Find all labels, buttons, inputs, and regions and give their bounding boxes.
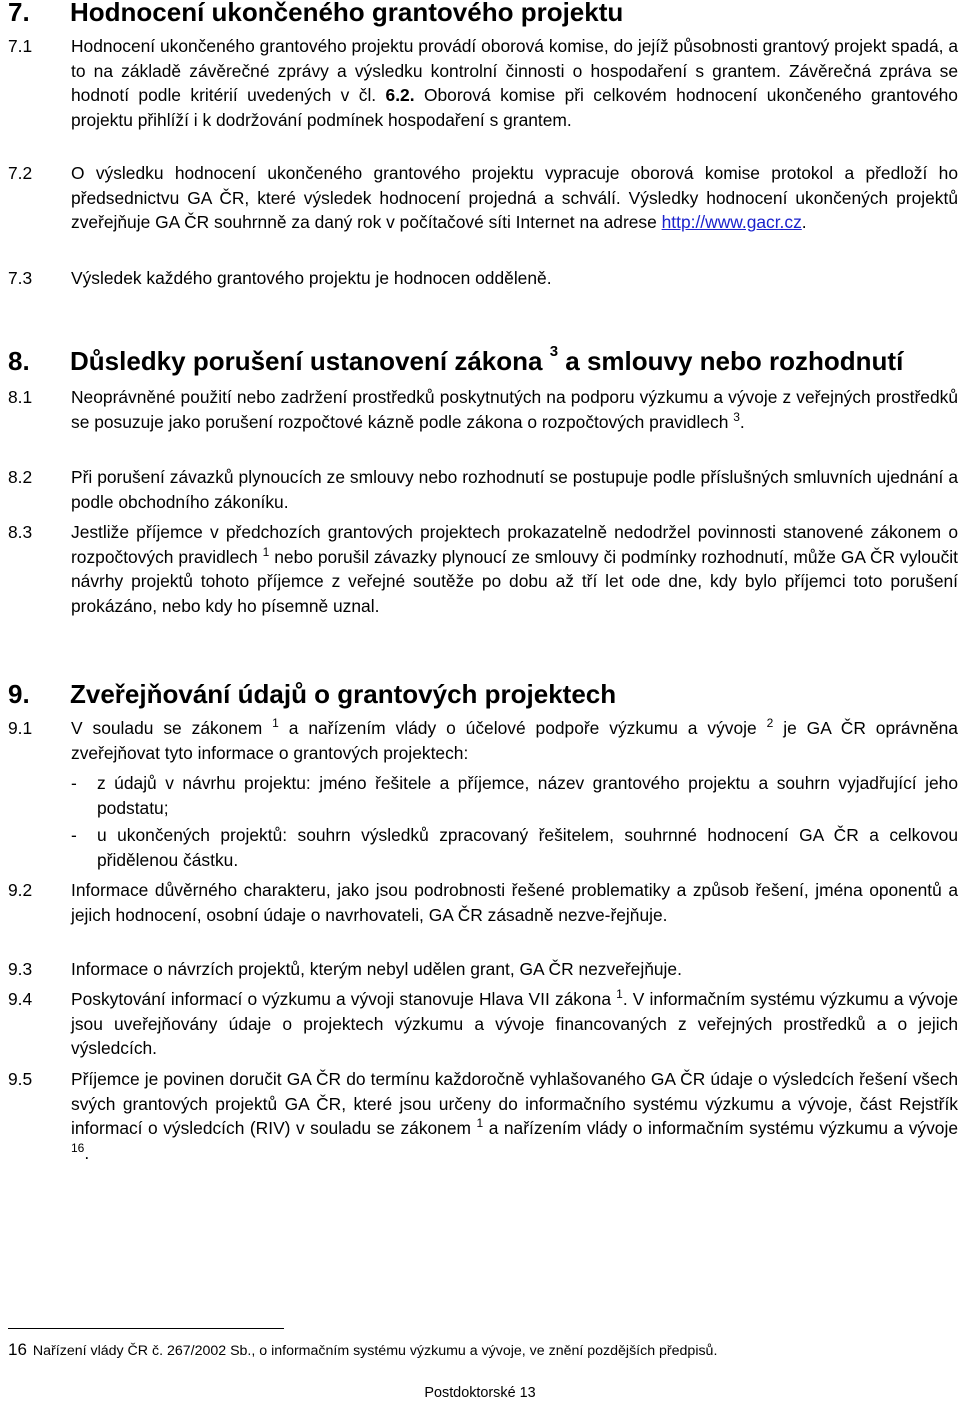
section-heading-7 xyxy=(8,0,958,27)
paragraph-9-1 xyxy=(8,716,958,765)
footnote xyxy=(8,1340,958,1361)
section-number: 9. xyxy=(8,679,30,709)
paragraph-text: Poskytování informací o výzkumu a vývoji stanovuje Hlava VII zákona xyxy=(71,989,617,1009)
section-number: 8. xyxy=(8,346,30,376)
paragraph-7-3 xyxy=(8,266,958,291)
list-item xyxy=(71,823,958,872)
footnote-ref: 1 xyxy=(616,987,623,1002)
paragraph-8-3 xyxy=(8,520,958,618)
paragraph-number: 9.5 xyxy=(8,1069,33,1089)
list-dash: - xyxy=(71,773,77,793)
section-title-end: a smlouvy nebo rozhodnutí xyxy=(565,346,904,376)
paragraph-8-1 xyxy=(8,385,958,434)
paragraph-9-5 xyxy=(8,1067,958,1165)
list-item-text: z údajů v návrhu projektu: jméno řešitele a příjemce, název grantového projektu a souhrn vyjadřující jeho podstatu; xyxy=(97,773,958,818)
paragraph-number: 8.3 xyxy=(8,522,33,542)
paragraph-text: nebo porušil závazky plynoucí ze smlouvy či podmínky rozhodnutí, může GA ČR vyloučit návrhy projektů tohoto příjemce z veřejné soutěže po dobu až tří let ode dne, kdy bylo příjemci toto porušení prokázáno, nebo kdy ho písemně uznal. xyxy=(71,546,958,616)
footnote-ref: 1 xyxy=(272,716,279,731)
paragraph-number: 7.1 xyxy=(8,36,33,56)
paragraph-9-2 xyxy=(8,878,958,927)
paragraph-number: 9.2 xyxy=(8,880,33,900)
footnote-text: Nařízení vlády ČR č. 267/2002 Sb., o informačním systému výzkumu a vývoje, ve znění pozdějších předpisů. xyxy=(32,1343,718,1359)
paragraph-text: Oborová komise při celkovém hodnocení ukončeného grantového projektu přihlíží i k dodržování podmínek hospodaření s grantem. xyxy=(71,85,958,130)
paragraph-9-3 xyxy=(8,957,958,982)
section-title: Důsledky porušení ustanovení zákona xyxy=(70,346,543,376)
paragraph-number: 8.1 xyxy=(8,387,33,407)
paragraph-number: 9.1 xyxy=(8,718,33,738)
footnote-ref: 1 xyxy=(262,544,270,559)
footnote-ref: 2 xyxy=(766,716,774,731)
paragraph-9-4 xyxy=(8,987,958,1061)
paragraph-number: 7.3 xyxy=(8,268,33,288)
paragraph-number: 9.3 xyxy=(8,959,33,979)
punctuation: . xyxy=(84,1142,90,1163)
list-dash: - xyxy=(71,825,77,845)
paragraph-text: Informace důvěrného charakteru, jako jsou podrobnosti řešené problematiky a způsob řešení, jména oponentů a jejich hodnocení, osobní údaje o navrhovateli, GA ČR zásadně nezve-řejňuje. xyxy=(71,880,958,925)
paragraph-number: 9.4 xyxy=(8,989,33,1009)
paragraph-text: Hodnocení ukončeného grantového projektu provádí oborová komise, do jejíž působnosti grantový projekt spadá, a to na základě závěrečné zprávy a výsledku kontrolní činnosti o hospodaření s grantem. Závěrečná zpráva se hodnotí podle kritérií uvedených v čl. xyxy=(71,36,958,106)
paragraph-text: Výsledek každého grantového projektu je hodnocen odděleně. xyxy=(71,268,552,288)
paragraph-text: je GA ČR oprávněna zveřejňovat tyto informace o grantových projektech: xyxy=(71,718,958,763)
paragraph-text: Příjemce je povinen doručit GA ČR do termínu každoročně vyhlašovaného GA ČR údaje o výsledcích řešení všech svých grantových projektů GA ČR, které jsou určeny do informačního systému výzkumu a vývoje, část Rejstřík informací o výsledcích (RIV) v souladu se zákonem xyxy=(71,1069,958,1139)
paragraph-text: Neoprávněné použití nebo zadržení prostředků poskytnutých na podporu výzkumu a vývoje z veřejných prostředků se posuzuje jako porušení rozpočtové kázně podle zákona o rozpočtových pravidlech xyxy=(71,387,958,432)
section-title: Hodnocení ukončeného grantového projektu xyxy=(70,0,624,27)
section-title: Zveřejňování údajů o grantových projektech xyxy=(70,679,617,709)
punctuation: . xyxy=(739,411,745,432)
footnote-ref: 3 xyxy=(733,409,740,424)
paragraph-text: Při porušení závazků plynoucích ze smlouvy nebo rozhodnutí se postupuje podle příslušných smluvních ujednání a podle obchodního zákoníku. xyxy=(71,467,958,512)
paragraph-text: V souladu se zákonem xyxy=(71,718,273,738)
list-item xyxy=(71,771,958,820)
section-heading-8 xyxy=(8,343,958,376)
paragraph-number: 8.2 xyxy=(8,467,33,487)
gacr-link[interactable]: http://www.gacr.cz xyxy=(661,212,802,233)
footnote-separator xyxy=(8,1328,284,1329)
paragraph-text: a nařízením vlády o účelové podpoře výzkumu a vývoje xyxy=(278,718,767,738)
paragraph-7-1 xyxy=(8,34,958,132)
page-footer: Postdoktorské 13 xyxy=(424,1385,536,1401)
paragraph-number: 7.2 xyxy=(8,163,33,183)
section-heading-9 xyxy=(8,679,958,709)
paragraph-text: a nařízením vlády o informačním systému výzkumu a vývoje xyxy=(483,1118,958,1139)
section-number: 7. xyxy=(8,0,30,27)
paragraph-7-2 xyxy=(8,161,958,235)
paragraph-8-2 xyxy=(8,465,958,514)
punctuation: . xyxy=(801,212,807,233)
footnote-ref: 1 xyxy=(476,1116,484,1131)
list-item-text: u ukončených projektů: souhrn výsledků zpracovaný řešitelem, souhrnné hodnocení GA ČR a celkovou přidělenou částku. xyxy=(97,825,958,870)
paragraph-text: Informace o návrzích projektů, kterým nebyl udělen grant, GA ČR nezveřejňuje. xyxy=(71,959,682,979)
footnote-number: 16 xyxy=(8,1340,27,1359)
footnote-ref: 16 xyxy=(71,1140,85,1155)
paragraph-text: O výsledku hodnocení ukončeného grantového projektu vypracuje oborová komise protokol a předloží ho předsednictvu GA ČR, které výsledek hodnocení projedná a schválí. Výsledky hodnocení ukončených projektů zveřejňuje GA ČR souhrnně za daný rok v počítačové síti Internet na adrese xyxy=(71,163,958,233)
paragraph-text: Jestliže příjemce v předchozích grantových projektech prokazatelně nedodržel povinnosti stanovené zákonem o rozpočtových pravidlech xyxy=(71,522,958,567)
footnote-ref: 3 xyxy=(549,343,559,361)
paragraph-text: . V informačním systému výzkumu a vývoje jsou uveřejňovány údaje o projektech výzkumu a vývoje financovaných z veřejných prostředků a o jejich výsledcích. xyxy=(71,989,958,1059)
article-reference: 6.2. xyxy=(385,85,415,106)
